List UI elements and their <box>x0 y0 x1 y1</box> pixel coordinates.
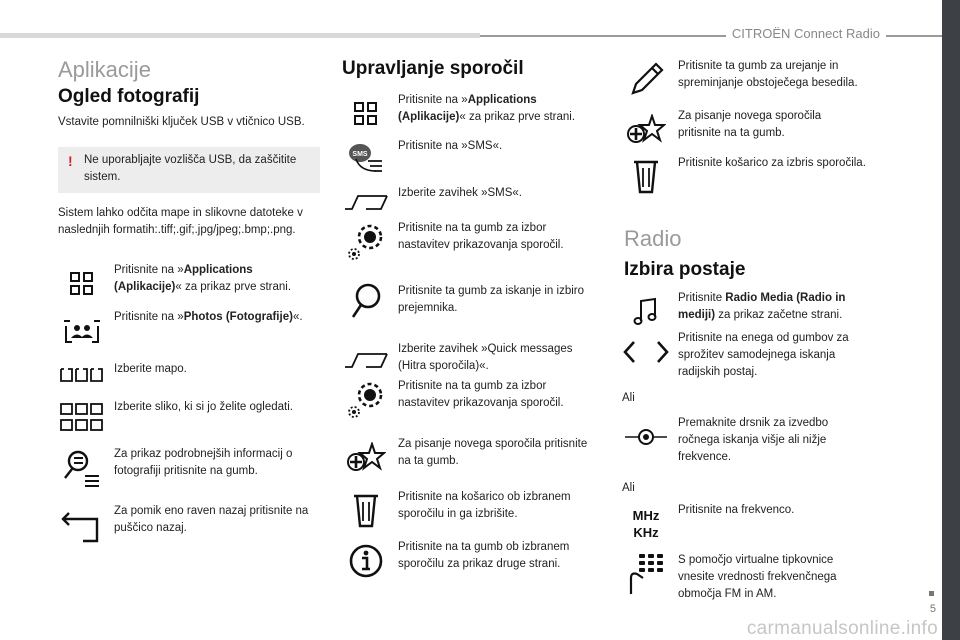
chapter-title: Radio <box>624 226 682 251</box>
apps-grid-icon <box>58 262 106 306</box>
svg-text:SMS: SMS <box>352 151 368 158</box>
trash-icon <box>622 155 670 199</box>
photos-icon <box>58 309 106 353</box>
settings-icon <box>342 220 390 264</box>
chevrons-icon <box>622 330 670 374</box>
back-arrow-icon <box>58 503 106 547</box>
watermark: carmanualsonline.info <box>746 618 938 639</box>
search-icon <box>342 279 390 323</box>
warning-icon: ! <box>68 153 73 169</box>
trash-icon <box>342 489 390 533</box>
section-title: Upravljanje sporočil <box>342 58 524 79</box>
page-marker <box>929 591 934 596</box>
intro-text: Vstavite pomnilniški ključek USB v vtičnico USB. <box>58 116 305 128</box>
section-title: Ogled fotografij <box>58 86 200 107</box>
info-icon <box>342 539 390 583</box>
or-text: Ali <box>622 482 635 494</box>
sms-icon <box>342 136 390 180</box>
header-rule-left <box>0 33 480 38</box>
or-text: Ali <box>622 392 635 404</box>
pencil-icon <box>622 58 670 102</box>
keypad-icon <box>622 552 670 596</box>
tab-icon <box>342 338 390 382</box>
section-title: Izbira postaje <box>624 259 746 280</box>
search-details-icon <box>58 446 106 490</box>
tab-icon <box>342 180 390 224</box>
warning-text: Ne uporabljajte vozlišča USB, da zaščitite sistem. <box>84 154 297 183</box>
add-star-icon <box>342 436 390 480</box>
add-star-icon <box>622 108 670 152</box>
sidebar-strip <box>942 0 960 640</box>
mhz-khz-icon: MHz KHz <box>632 508 660 540</box>
apps-grid-icon <box>342 92 390 136</box>
formats-text: Sistem lahko odčita mape in slikovne datoteke v naslednjih formatih:.tiff;.gif;.jpg/jpeg;.bmp;.png. <box>58 207 303 236</box>
music-note-icon <box>622 290 670 334</box>
settings-icon <box>342 378 390 422</box>
header-title: CITROËN Connect Radio <box>726 26 886 41</box>
slider-icon <box>622 415 670 459</box>
warning-box <box>58 147 320 193</box>
folders-icon <box>58 353 106 397</box>
image-grid-icon <box>58 395 106 439</box>
chapter-title: Aplikacije <box>58 57 151 82</box>
page-number: 5 <box>929 603 936 615</box>
